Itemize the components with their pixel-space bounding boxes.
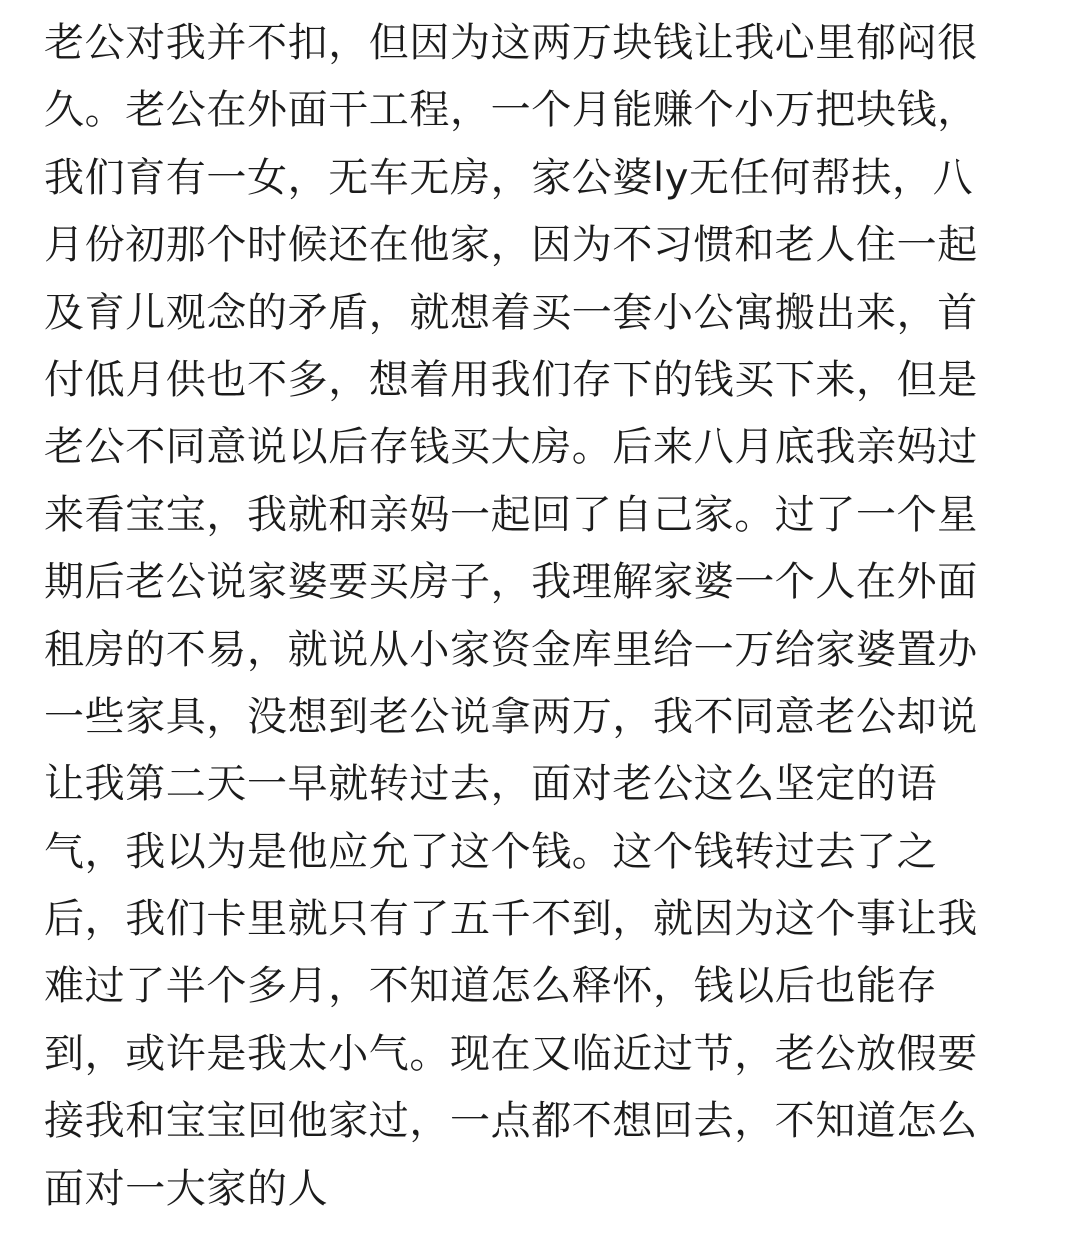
text-line: 月份初那个时候还在他家，因为不习惯和老人住一起 (44, 222, 978, 269)
text-line: 久。老公在外面干工程，一个月能赚个小万把块钱， (44, 87, 978, 134)
text-line: 付低月供也不多，想着用我们存下的钱买下来，但是 (44, 356, 978, 403)
text-line: 后，我们卡里就只有了五千不到，就因为这个事让我 (44, 896, 978, 943)
text-line: 面对一大家的人 (44, 1165, 329, 1212)
text-line: 及育儿观念的矛盾，就想着买一套小公寓搬出来，首 (44, 289, 978, 336)
text-line: 期后老公说家婆要买房子，我理解家婆一个人在外面 (44, 559, 978, 606)
text-line: 到，或许是我太小气。现在又临近过节，老公放假要 (44, 1030, 978, 1077)
text-line: 租房的不易，就说从小家资金库里给一万给家婆置办 (44, 626, 978, 673)
text-line: 难过了半个多月，不知道怎么释怀，钱以后也能存 (44, 963, 938, 1010)
post-text (44, 10, 1054, 1223)
text-line: 老公对我并不扣，但因为这两万块钱让我心里郁闷很 (44, 20, 978, 66)
text-line: 气，我以为是他应允了这个钱。这个钱转过去了之 (44, 828, 938, 875)
text-line: 我们育有一女，无车无房，家公婆ly无任何帮扶，八 (44, 154, 974, 201)
text-line: 来看宝宝，我就和亲妈一起回了自己家。过了一个星 (44, 491, 978, 538)
text-line: 让我第二天一早就转过去，面对老公这么坚定的语 (44, 761, 938, 808)
text-line: 老公不同意说以后存钱买大房。后来八月底我亲妈过 (44, 424, 978, 471)
text-line: 接我和宝宝回他家过，一点都不想回去，不知道怎么 (44, 1098, 978, 1145)
text-line: 一些家具，没想到老公说拿两万，我不同意老公却说 (44, 693, 978, 740)
